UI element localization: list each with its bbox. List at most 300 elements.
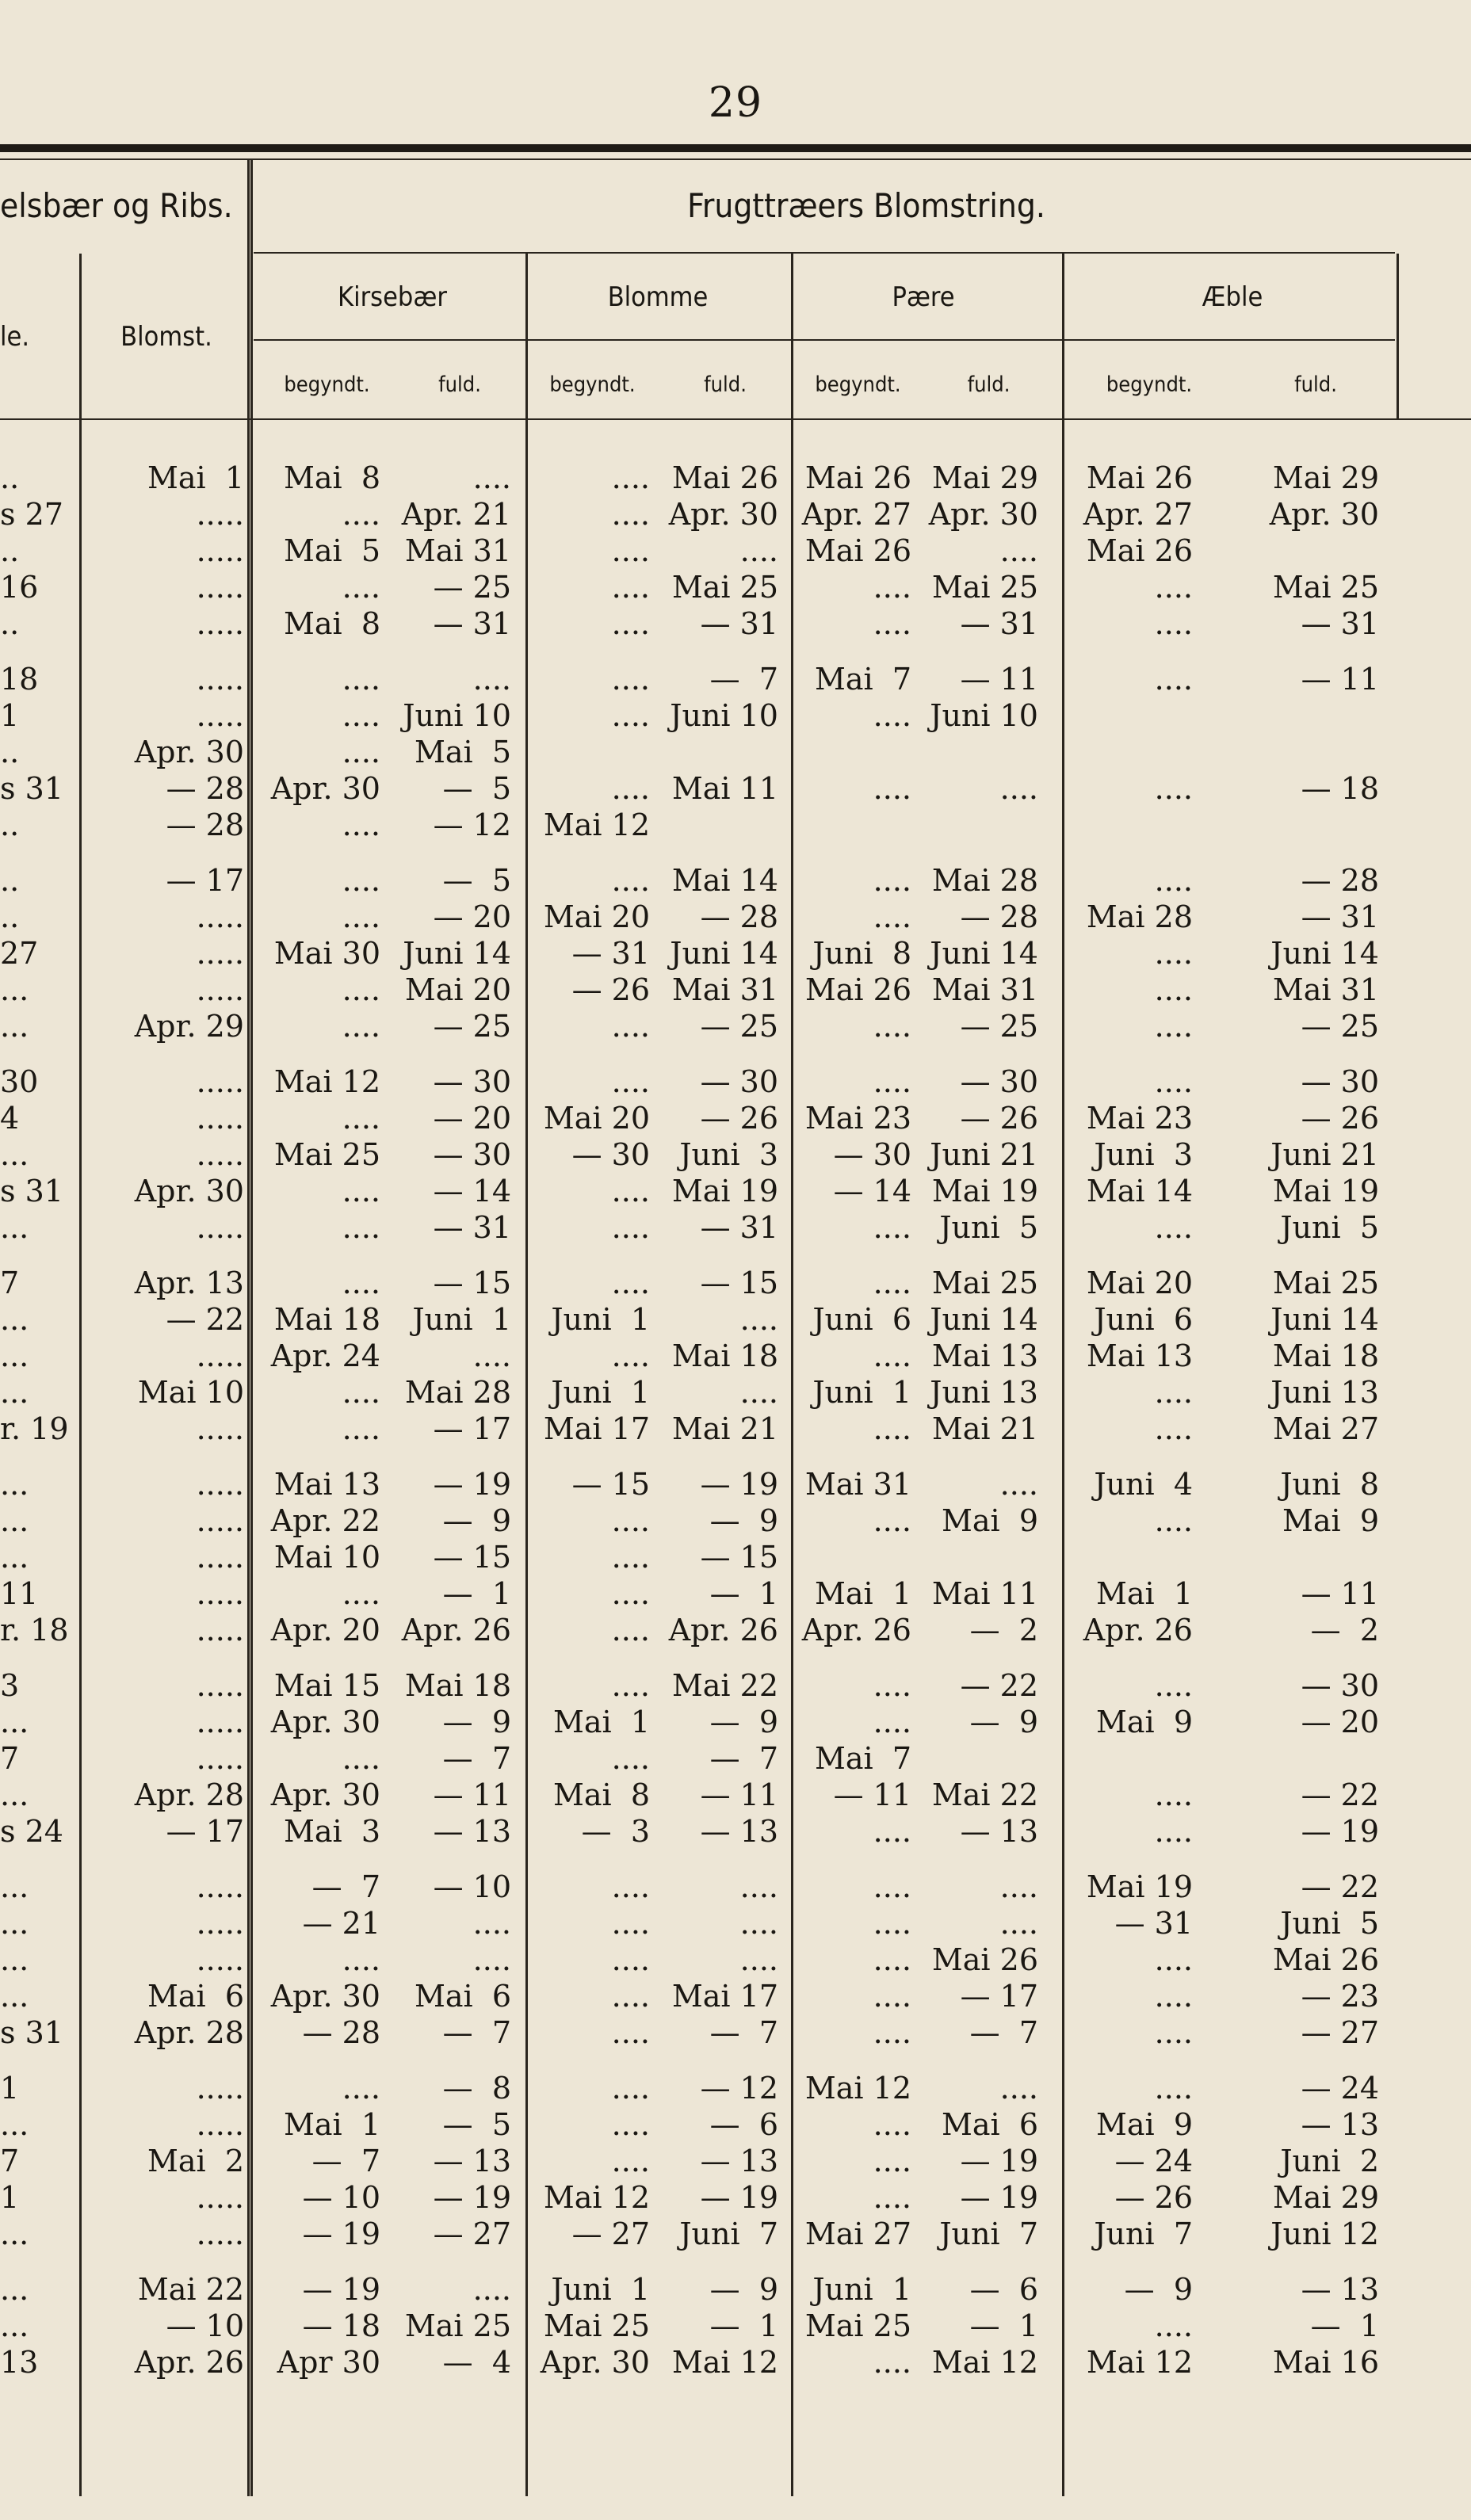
table-cell: Mai 6 bbox=[414, 1979, 511, 2014]
table-cell: .... bbox=[611, 1503, 650, 1538]
table-cell: — 15 bbox=[700, 1266, 778, 1300]
table-cell: ..... bbox=[196, 698, 244, 733]
table-cell bbox=[659, 807, 778, 843]
table-cell: .... bbox=[1154, 662, 1193, 697]
table-cell: Juni 6 bbox=[1094, 1302, 1193, 1337]
table-cell: .... bbox=[472, 460, 511, 495]
table-row bbox=[0, 1777, 1471, 1813]
table-cell: Apr. 30 bbox=[668, 497, 778, 532]
table-row bbox=[0, 1265, 1471, 1301]
table-row bbox=[0, 1502, 1471, 1539]
table-cell: .. bbox=[0, 863, 20, 898]
table-row bbox=[0, 1869, 1471, 1905]
table-cell: Apr. 27 bbox=[1083, 497, 1193, 532]
table-cell: Mai 25 bbox=[671, 570, 778, 605]
table-cell: Mai 1 bbox=[814, 1576, 911, 1611]
table-cell: Mai 8 bbox=[283, 606, 380, 641]
table-cell bbox=[1066, 734, 1193, 770]
table-cell: .... bbox=[1154, 2071, 1193, 2106]
table-cell: ... bbox=[0, 2107, 29, 2142]
table-row bbox=[0, 1008, 1471, 1044]
table-cell: Mai 27 bbox=[1272, 1411, 1379, 1446]
table-cell: 7 bbox=[0, 2144, 20, 2178]
table-cell: Juni 14 bbox=[1270, 936, 1379, 971]
table-cell: .... bbox=[873, 771, 911, 806]
table-cell: .... bbox=[873, 2345, 911, 2380]
table-cell: ... bbox=[0, 1942, 29, 1977]
table-cell: r. 18 bbox=[0, 1613, 69, 1648]
table-cell bbox=[793, 734, 911, 770]
table-cell: Mai 31 bbox=[404, 533, 511, 568]
table-cell: 18 bbox=[0, 662, 39, 697]
table-cell: ..... bbox=[196, 1869, 244, 1904]
table-cell: — 9 bbox=[709, 2272, 778, 2307]
header-blomme-fuld: fuld. bbox=[704, 372, 747, 397]
table-cell: ... bbox=[0, 1137, 29, 1172]
header-col1: Blomst. bbox=[120, 321, 212, 353]
table-cell: ..... bbox=[196, 1467, 244, 1502]
table-cell: Mai 25 bbox=[1272, 1266, 1379, 1300]
table-row bbox=[0, 807, 1471, 843]
table-cell: ..... bbox=[196, 606, 244, 641]
table-cell bbox=[1213, 734, 1379, 770]
table-cell: ..... bbox=[196, 899, 244, 934]
table-cell: Juni 3 bbox=[1094, 1137, 1193, 1172]
table-cell: Mai 26 bbox=[804, 533, 911, 568]
table-cell: .... bbox=[342, 1375, 380, 1410]
row-group bbox=[0, 460, 1471, 642]
table-cell: Apr. 28 bbox=[134, 1777, 244, 1812]
table-cell: — 5 bbox=[442, 2107, 511, 2142]
row-group bbox=[0, 2271, 1471, 2381]
table-cell: Mai 14 bbox=[1086, 1174, 1193, 1208]
table-cell: Mai 30 bbox=[273, 936, 380, 971]
table-cell: — 22 bbox=[166, 1302, 244, 1337]
table-cell: — 14 bbox=[433, 1174, 511, 1208]
table-cell: Mai 22 bbox=[671, 1668, 778, 1703]
table-cell: .... bbox=[1154, 1777, 1193, 1812]
table-cell: .... bbox=[342, 1174, 380, 1208]
table-row bbox=[0, 1063, 1471, 1100]
table-cell: Mai 26 bbox=[671, 460, 778, 495]
table-cell: Apr. 30 bbox=[270, 1705, 380, 1739]
table-cell: ... bbox=[0, 1467, 29, 1502]
top-thick-rule bbox=[0, 144, 1471, 152]
row-group bbox=[0, 661, 1471, 843]
table-cell bbox=[919, 734, 1038, 770]
table-cell: Mai 1 bbox=[147, 460, 244, 495]
table-row bbox=[0, 605, 1471, 642]
table-cell: Mai 25 bbox=[404, 2308, 511, 2343]
table-row bbox=[0, 1905, 1471, 1942]
table-cell: Mai 9 bbox=[1095, 2107, 1193, 2142]
table-cell: — 7 bbox=[709, 662, 778, 697]
row-group bbox=[0, 2070, 1471, 2252]
table-cell: Mai 18 bbox=[1272, 1338, 1379, 1373]
table-cell: Mai 11 bbox=[931, 1576, 1038, 1611]
data-rows bbox=[0, 460, 1471, 2400]
table-cell: .... bbox=[873, 1979, 911, 2014]
header-blomme: Blomme bbox=[607, 281, 709, 313]
table-cell: Mai 22 bbox=[137, 2272, 244, 2307]
table-cell: Mai 25 bbox=[931, 1266, 1038, 1300]
table-cell: — 13 bbox=[700, 1814, 778, 1849]
table-cell: — 13 bbox=[700, 2144, 778, 2178]
table-cell bbox=[659, 734, 778, 770]
header-aeble-begyndt: begyndt. bbox=[1106, 372, 1193, 397]
table-cell: .... bbox=[739, 533, 778, 568]
table-cell: — 24 bbox=[1301, 2071, 1379, 2106]
table-cell: — 28 bbox=[960, 899, 1038, 934]
table-cell: Mai 13 bbox=[273, 1467, 380, 1502]
table-cell: Juni 14 bbox=[1270, 1302, 1379, 1337]
table-cell: — 11 bbox=[433, 1777, 511, 1812]
table-cell: Juni 10 bbox=[930, 698, 1038, 733]
table-cell: .... bbox=[873, 1942, 911, 1977]
table-cell: — 31 bbox=[1301, 606, 1379, 641]
table-cell: Mai 31 bbox=[671, 972, 778, 1007]
header-aeble-fuld: fuld. bbox=[1294, 372, 1337, 397]
table-cell: Juni 1 bbox=[551, 1302, 650, 1337]
table-cell: r. 19 bbox=[0, 1411, 69, 1446]
table-cell: Mai 21 bbox=[671, 1411, 778, 1446]
table-cell: 1 bbox=[0, 2180, 20, 2215]
table-cell: — 25 bbox=[700, 1009, 778, 1044]
table-cell: Juni 7 bbox=[679, 2216, 778, 2251]
table-cell: — 10 bbox=[302, 2180, 380, 2215]
table-cell: ..... bbox=[196, 936, 244, 971]
table-row bbox=[0, 1942, 1471, 1978]
table-cell: Mai 9 bbox=[1095, 1705, 1193, 1739]
table-cell: — 7 bbox=[442, 1741, 511, 1776]
table-cell: Mai 21 bbox=[931, 1411, 1038, 1446]
table-cell: .... bbox=[873, 1338, 911, 1373]
header-bottom-rule bbox=[0, 418, 1471, 420]
table-cell: Apr. 30 bbox=[270, 1979, 380, 2014]
table-cell: .... bbox=[873, 1503, 911, 1538]
table-cell: .... bbox=[873, 899, 911, 934]
table-cell: ..... bbox=[196, 1411, 244, 1446]
table-row bbox=[0, 1740, 1471, 1777]
table-cell: Apr. 30 bbox=[134, 735, 244, 769]
header-kirsebaer: Kirsebær bbox=[338, 281, 447, 313]
table-cell: .... bbox=[611, 460, 650, 495]
table-row bbox=[0, 2308, 1471, 2344]
table-cell: Mai 13 bbox=[931, 1338, 1038, 1373]
table-cell: — 30 bbox=[433, 1137, 511, 1172]
table-cell: — 25 bbox=[433, 570, 511, 605]
table-cell: Juni 13 bbox=[930, 1375, 1038, 1410]
table-cell: Mai 6 bbox=[941, 2107, 1038, 2142]
table-cell: .... bbox=[611, 1338, 650, 1373]
table-row bbox=[0, 569, 1471, 605]
table-cell: Mai 7 bbox=[814, 662, 911, 697]
table-row bbox=[0, 862, 1471, 899]
table-cell: .... bbox=[1154, 1375, 1193, 1410]
table-cell: Apr. 30 bbox=[1269, 497, 1379, 532]
table-row bbox=[0, 460, 1471, 496]
table-cell: .... bbox=[342, 972, 380, 1007]
table-cell: Apr. 30 bbox=[270, 1777, 380, 1812]
table-cell: 11 bbox=[0, 1576, 39, 1611]
table-cell: — 14 bbox=[833, 1174, 911, 1208]
table-cell: Mai 13 bbox=[1086, 1338, 1193, 1373]
table-cell: Apr. 22 bbox=[270, 1503, 380, 1538]
table-cell: — 19 bbox=[302, 2272, 380, 2307]
table-cell: — 19 bbox=[433, 1467, 511, 1502]
table-cell: ... bbox=[0, 1009, 29, 1044]
table-cell: .. bbox=[0, 533, 20, 568]
row-group bbox=[0, 1869, 1471, 2051]
header-aeble: Æble bbox=[1202, 281, 1263, 313]
table-cell: — 22 bbox=[1301, 1777, 1379, 1812]
table-cell: — 7 bbox=[311, 2144, 380, 2178]
table-cell: — 8 bbox=[442, 2071, 511, 2106]
table-cell: ..... bbox=[196, 972, 244, 1007]
table-cell: — 22 bbox=[1301, 1869, 1379, 1904]
table-cell: — 5 bbox=[442, 863, 511, 898]
table-cell: .... bbox=[611, 1942, 650, 1977]
table-cell: Mai 11 bbox=[671, 771, 778, 806]
table-cell: .... bbox=[873, 1266, 911, 1300]
table-cell: .... bbox=[873, 606, 911, 641]
table-cell: .... bbox=[611, 1540, 650, 1575]
table-cell: .... bbox=[611, 771, 650, 806]
table-cell: ... bbox=[0, 1338, 29, 1373]
table-cell: — 9 bbox=[969, 1705, 1038, 1739]
table-cell: Mai 19 bbox=[931, 1174, 1038, 1208]
table-cell: — 7 bbox=[311, 1869, 380, 1904]
table-cell: .... bbox=[999, 1906, 1038, 1941]
table-cell: Juni 2 bbox=[1280, 2144, 1379, 2178]
table-cell: — 26 bbox=[1301, 1101, 1379, 1136]
table-cell bbox=[793, 807, 911, 843]
table-cell: ..... bbox=[196, 1338, 244, 1373]
table-cell: — 25 bbox=[1301, 1009, 1379, 1044]
table-cell: 4 bbox=[0, 1101, 20, 1136]
table-cell: Mai 25 bbox=[1272, 570, 1379, 605]
table-row bbox=[0, 770, 1471, 807]
table-cell: — 11 bbox=[700, 1777, 778, 1812]
table-cell: .... bbox=[342, 735, 380, 769]
table-cell: Apr. 28 bbox=[134, 2015, 244, 2050]
table-cell: Mai 15 bbox=[273, 1668, 380, 1703]
table-cell: — 13 bbox=[960, 1814, 1038, 1849]
table-cell: .... bbox=[1154, 1942, 1193, 1977]
table-cell: Mai 8 bbox=[552, 1777, 650, 1812]
table-cell bbox=[531, 734, 650, 770]
table-cell: — 5 bbox=[442, 771, 511, 806]
table-row bbox=[0, 697, 1471, 734]
table-cell: Mai 12 bbox=[273, 1064, 380, 1099]
table-cell: Juni 21 bbox=[930, 1137, 1038, 1172]
table-cell: — 28 bbox=[700, 899, 778, 934]
table-cell: Mai 20 bbox=[404, 972, 511, 1007]
table-cell: Mai 1 bbox=[552, 1705, 650, 1739]
table-cell: Mai 25 bbox=[273, 1137, 380, 1172]
table-cell: ..... bbox=[196, 1705, 244, 1739]
table-cell: — 11 bbox=[1301, 662, 1379, 697]
table-cell: .... bbox=[873, 1210, 911, 1245]
table-cell: Mai 18 bbox=[671, 1338, 778, 1373]
table-cell: ..... bbox=[196, 2071, 244, 2106]
table-cell: .... bbox=[873, 2015, 911, 2050]
table-cell: Mai 29 bbox=[1272, 2180, 1379, 2215]
table-cell: Mai 31 bbox=[931, 972, 1038, 1007]
table-cell: .... bbox=[611, 606, 650, 641]
table-row bbox=[0, 2271, 1471, 2308]
table-cell: .... bbox=[342, 1411, 380, 1446]
table-cell: — 28 bbox=[166, 771, 244, 806]
table-cell: — 1 bbox=[1310, 2308, 1379, 2343]
table-cell bbox=[1066, 697, 1193, 734]
table-cell: .... bbox=[873, 1009, 911, 1044]
table-row bbox=[0, 1466, 1471, 1502]
table-cell: Mai 10 bbox=[137, 1375, 244, 1410]
table-cell: .... bbox=[611, 863, 650, 898]
table-cell: Juni 5 bbox=[1280, 1906, 1379, 1941]
header-paere-fuld: fuld. bbox=[967, 372, 1011, 397]
table-cell: — 31 bbox=[700, 1210, 778, 1245]
table-cell: ..... bbox=[196, 662, 244, 697]
table-cell: — 1 bbox=[442, 1576, 511, 1611]
table-row bbox=[0, 1374, 1471, 1411]
table-cell: ..... bbox=[196, 497, 244, 532]
table-cell: ..... bbox=[196, 1613, 244, 1648]
table-cell: — 10 bbox=[433, 1869, 511, 1904]
table-cell: — 17 bbox=[960, 1979, 1038, 2014]
table-cell: Juni 14 bbox=[403, 936, 511, 971]
table-cell: Mai 17 bbox=[671, 1979, 778, 2014]
table-cell: ..... bbox=[196, 570, 244, 605]
table-cell: .... bbox=[611, 2107, 650, 2142]
table-cell: Mai 18 bbox=[273, 1302, 380, 1337]
table-cell: — 1 bbox=[709, 2308, 778, 2343]
table-cell: .... bbox=[873, 1668, 911, 1703]
table-cell: .... bbox=[873, 570, 911, 605]
table-cell: — 12 bbox=[700, 2071, 778, 2106]
table-cell: 3 bbox=[0, 1668, 20, 1703]
table-cell: .... bbox=[611, 1576, 650, 1611]
table-cell: — 31 bbox=[433, 606, 511, 641]
table-cell: .... bbox=[999, 533, 1038, 568]
table-cell: .... bbox=[472, 1338, 511, 1373]
table-cell: — 24 bbox=[1114, 2144, 1193, 2178]
table-cell: ..... bbox=[196, 2107, 244, 2142]
table-cell: Apr. 29 bbox=[134, 1009, 244, 1044]
table-cell: — 23 bbox=[1301, 1979, 1379, 2014]
table-cell: — 26 bbox=[700, 1101, 778, 1136]
table-cell: Mai 9 bbox=[1282, 1503, 1379, 1538]
table-cell: — 19 bbox=[700, 1467, 778, 1502]
table-cell: — 20 bbox=[433, 1101, 511, 1136]
table-cell: — 17 bbox=[166, 1814, 244, 1849]
table-cell: .... bbox=[611, 1064, 650, 1099]
header-right-group: Frugttræers Blomstring. bbox=[687, 186, 1045, 225]
table-cell: Mai 18 bbox=[404, 1668, 511, 1703]
table-cell bbox=[1213, 1539, 1379, 1575]
table-cell: .... bbox=[342, 1009, 380, 1044]
table-cell: Mai 8 bbox=[283, 460, 380, 495]
table-cell bbox=[1213, 533, 1379, 569]
table-cell: — 9 bbox=[442, 1503, 511, 1538]
table-cell: — 27 bbox=[571, 2216, 650, 2251]
table-cell: ..... bbox=[196, 1576, 244, 1611]
table-cell: Mai 31 bbox=[804, 1467, 911, 1502]
table-cell: 30 bbox=[0, 1064, 39, 1099]
table-cell: 16 bbox=[0, 570, 39, 605]
table-cell: Apr. 20 bbox=[270, 1613, 380, 1648]
table-cell: s 31 bbox=[0, 1174, 63, 1208]
table-cell: .... bbox=[873, 1064, 911, 1099]
table-cell: Mai 17 bbox=[543, 1411, 650, 1446]
table-cell: .... bbox=[472, 2272, 511, 2307]
table-cell: .... bbox=[611, 2144, 650, 2178]
vline-f bbox=[1396, 254, 1399, 420]
table-cell: .... bbox=[999, 771, 1038, 806]
table-row bbox=[0, 1575, 1471, 1612]
table-cell: Apr. 13 bbox=[134, 1266, 244, 1300]
table-cell: .... bbox=[611, 1979, 650, 2014]
table-cell: Mai 26 bbox=[1086, 533, 1193, 568]
table-row bbox=[0, 899, 1471, 935]
table-row bbox=[0, 1411, 1471, 1447]
table-cell: — 30 bbox=[571, 1137, 650, 1172]
table-cell: .... bbox=[342, 1942, 380, 1977]
table-cell: .... bbox=[472, 1942, 511, 1977]
table-cell: — 9 bbox=[442, 1705, 511, 1739]
table-row bbox=[0, 2344, 1471, 2381]
table-cell: .... bbox=[611, 497, 650, 532]
table-cell: ... bbox=[0, 1503, 29, 1538]
header-divider-1 bbox=[254, 252, 1395, 254]
table-cell: Mai 26 bbox=[804, 460, 911, 495]
table-cell: ..... bbox=[196, 1741, 244, 1776]
table-cell: Apr. 30 bbox=[540, 2345, 650, 2380]
table-cell: — 31 bbox=[571, 936, 650, 971]
table-cell: 1 bbox=[0, 698, 20, 733]
table-row bbox=[0, 935, 1471, 972]
table-cell: — 20 bbox=[1301, 1705, 1379, 1739]
table-cell: .... bbox=[611, 698, 650, 733]
table-cell: Mai 20 bbox=[1086, 1266, 1193, 1300]
table-cell: .... bbox=[873, 1906, 911, 1941]
table-cell: .... bbox=[873, 1869, 911, 1904]
table-cell: Mai 25 bbox=[543, 2308, 650, 2343]
table-cell: Apr. 26 bbox=[801, 1613, 911, 1648]
table-cell: Mai 12 bbox=[1086, 2345, 1193, 2380]
table-cell: .... bbox=[342, 1210, 380, 1245]
row-group bbox=[0, 1265, 1471, 1447]
table-cell: .... bbox=[342, 2071, 380, 2106]
table-cell: — 11 bbox=[960, 662, 1038, 697]
table-cell bbox=[1213, 807, 1379, 843]
table-cell: — 19 bbox=[960, 2180, 1038, 2215]
table-cell: — 18 bbox=[1301, 771, 1379, 806]
table-cell: — 19 bbox=[302, 2216, 380, 2251]
table-row bbox=[0, 661, 1471, 697]
table-cell: ... bbox=[0, 2308, 29, 2343]
table-cell: .... bbox=[1154, 1979, 1193, 2014]
table-cell: — 6 bbox=[709, 2107, 778, 2142]
table-cell: s 24 bbox=[0, 1814, 63, 1849]
table-cell: .... bbox=[611, 2071, 650, 2106]
table-row bbox=[0, 2179, 1471, 2216]
table-cell: — 19 bbox=[1301, 1814, 1379, 1849]
table-cell: — 31 bbox=[1114, 1906, 1193, 1941]
table-cell: .... bbox=[611, 1009, 650, 1044]
table-cell: Juni 5 bbox=[939, 1210, 1038, 1245]
